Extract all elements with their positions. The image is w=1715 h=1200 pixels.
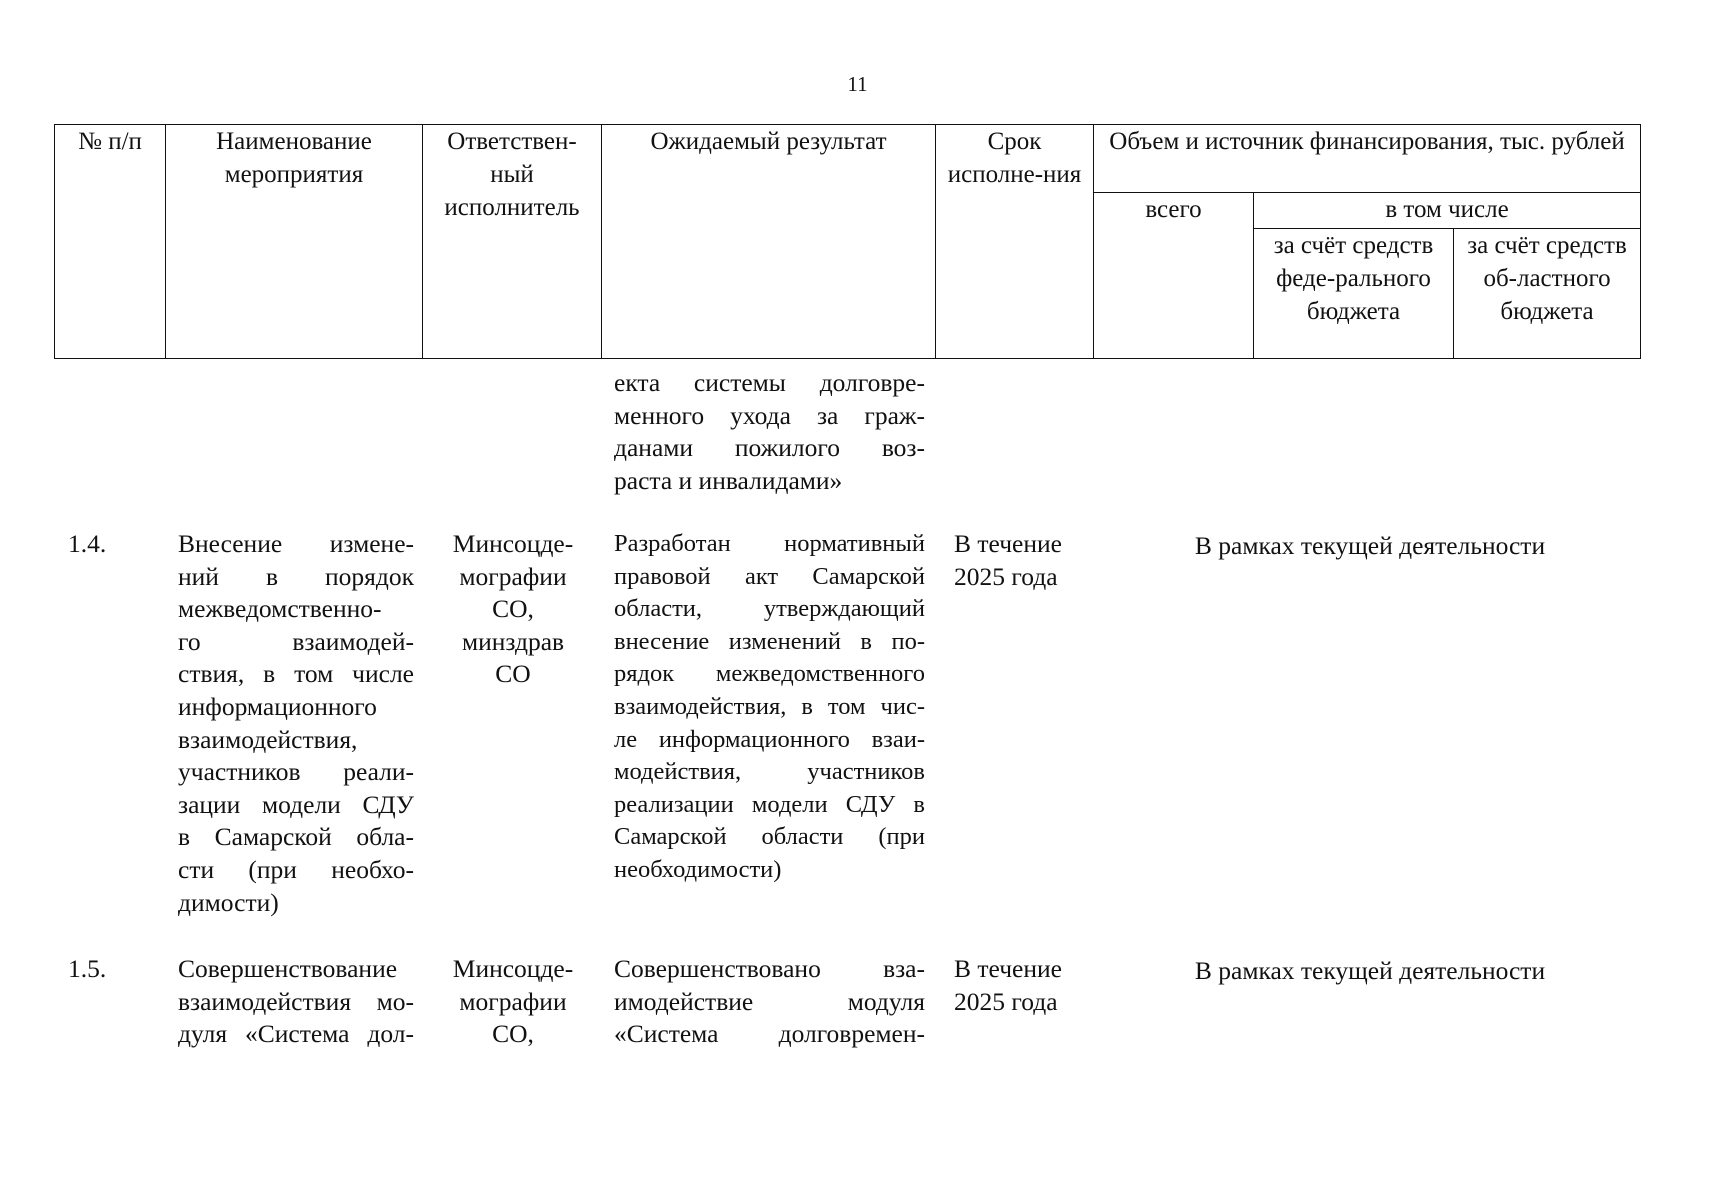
header-including: в том числе	[1254, 193, 1641, 229]
row-1-4-responsible: Минсоцде- мографии СО, минздрав СО	[452, 529, 574, 689]
row-1-5-deadline: В течение 2025 года	[954, 954, 1062, 1016]
table-header	[54, 124, 1641, 359]
row-1-5-measure-name: Совершенствование взаимодействия мо- дуля «Система дол-	[178, 954, 414, 1049]
header-federal-budget: за счёт средств феде-рального бюджета	[1254, 229, 1454, 359]
header-expected-result: Ожидаемый результат	[602, 125, 936, 359]
row-1-5-number: 1.5.	[68, 954, 107, 983]
header-deadline: Срок исполне-ния	[936, 125, 1094, 359]
header-measure-name: Наименование мероприятия	[166, 125, 423, 359]
page-number: 11	[847, 72, 868, 96]
row-1-4-expected-result: Разработан нормативный правовой акт Самарской области, утверждающий внесение изменений в по- рядок межведомственного взаимодействия, в том чис- ле информационного взаи- модействия, участников реализации модели СДУ в Самарской области (при необходимости)	[614, 530, 925, 883]
row-1-4-deadline: В течение 2025 года	[954, 529, 1062, 591]
row-1-4-financing: В рамках текущей деятельности	[1194, 531, 1546, 560]
row-1-5-expected-result: Совершенствовано вза- имодействие модуля «Система долговремен-	[614, 954, 925, 1049]
header-financing: Объем и источник финансирования, тыс. рублей	[1094, 125, 1641, 193]
row-1-4-measure-name: Внесение измене- ний в порядок межведомственно- го взаимодей- ствия, в том числе информационного взаимодействия, участников реали- зации модели СДУ в Самарской обла- сти (при необхо- димости)	[178, 529, 414, 917]
row-1-5-responsible: Минсоцде- мографии СО,	[452, 954, 574, 1049]
header-total: всего	[1094, 193, 1254, 359]
row-1-5-financing: В рамках текущей деятельности	[1194, 956, 1546, 985]
continuation-result: екта системы долговре- менного ухода за граж- данами пожилого воз- раста и инвалидами»	[614, 368, 925, 495]
header-responsible: Ответствен-ный исполнитель	[423, 125, 602, 359]
header-regional-budget: за счёт средств об-ластного бюджета	[1454, 229, 1641, 359]
header-number: № п/п	[55, 125, 166, 359]
row-1-4-number: 1.4.	[68, 529, 107, 558]
